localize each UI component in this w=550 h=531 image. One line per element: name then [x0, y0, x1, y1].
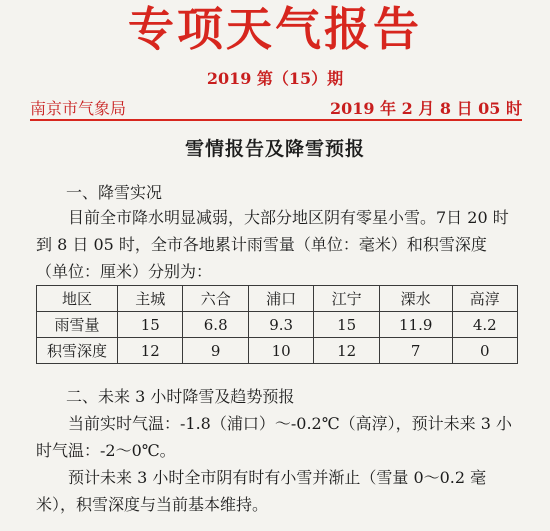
- section-heading-observations: 一、降雪实况: [66, 183, 163, 202]
- forecast-snow-paragraph: 预计未来 3 小时全市阴有时有小雪并渐止（雪量 0～0.2 毫米），积雪深度与当前基本维持。: [36, 468, 487, 514]
- table-cell: 4.2: [452, 312, 518, 338]
- row-label: 积雪深度: [37, 338, 118, 364]
- snowfall-table: [36, 285, 518, 364]
- district-cell: 六合: [183, 286, 248, 312]
- district-cell: 高淳: [452, 286, 518, 312]
- district-cell: 江宁: [314, 286, 379, 312]
- report-masthead: 专项天气报告: [128, 2, 422, 56]
- document-title: 雪情报告及降雪预报: [184, 138, 365, 160]
- table-row: [37, 338, 518, 364]
- district-cell: 浦口: [248, 286, 313, 312]
- table-cell: 15: [118, 312, 183, 338]
- issuing-organization: 南京市气象局: [30, 99, 127, 118]
- row-label: 雨雪量: [37, 312, 118, 338]
- table-cell: 0: [452, 338, 518, 364]
- table-cell: 12: [314, 338, 379, 364]
- section-heading-forecast: 二、未来 3 小时降雪及趋势预报: [66, 387, 295, 406]
- table-header-row: [37, 286, 518, 312]
- table-cell: 6.8: [183, 312, 248, 338]
- district-cell: 溧水: [379, 286, 452, 312]
- district-cell: 主城: [118, 286, 183, 312]
- issue-date: 2019 年 2 月 8 日 05 时: [329, 99, 522, 118]
- table-row: [37, 312, 518, 338]
- table-cell: 15: [314, 312, 379, 338]
- red-divider: [30, 119, 522, 121]
- forecast-temperature-paragraph: 当前实时气温：-1.8（浦口）～-0.2℃（高淳），预计未来 3 小时气温：-2～0℃。: [36, 414, 512, 460]
- table-cell: 9.3: [248, 312, 313, 338]
- table-cell: 7: [379, 338, 452, 364]
- meta-row: [30, 96, 522, 118]
- table-cell: 12: [118, 338, 183, 364]
- table-cell: 9: [183, 338, 248, 364]
- table-header-cell: 地区: [37, 286, 118, 312]
- table-cell: 11.9: [379, 312, 452, 338]
- table-cell: 10: [248, 338, 313, 364]
- observations-paragraph: 目前全市降水明显减弱，大部分地区阴有零星小雪。7日 20 时到 8 日 05 时，全市各地累计雨雪量（单位：毫米）和积雪深度（单位：厘米）分别为：: [36, 208, 509, 281]
- issue-number: 2019 第（15）期: [206, 69, 344, 88]
